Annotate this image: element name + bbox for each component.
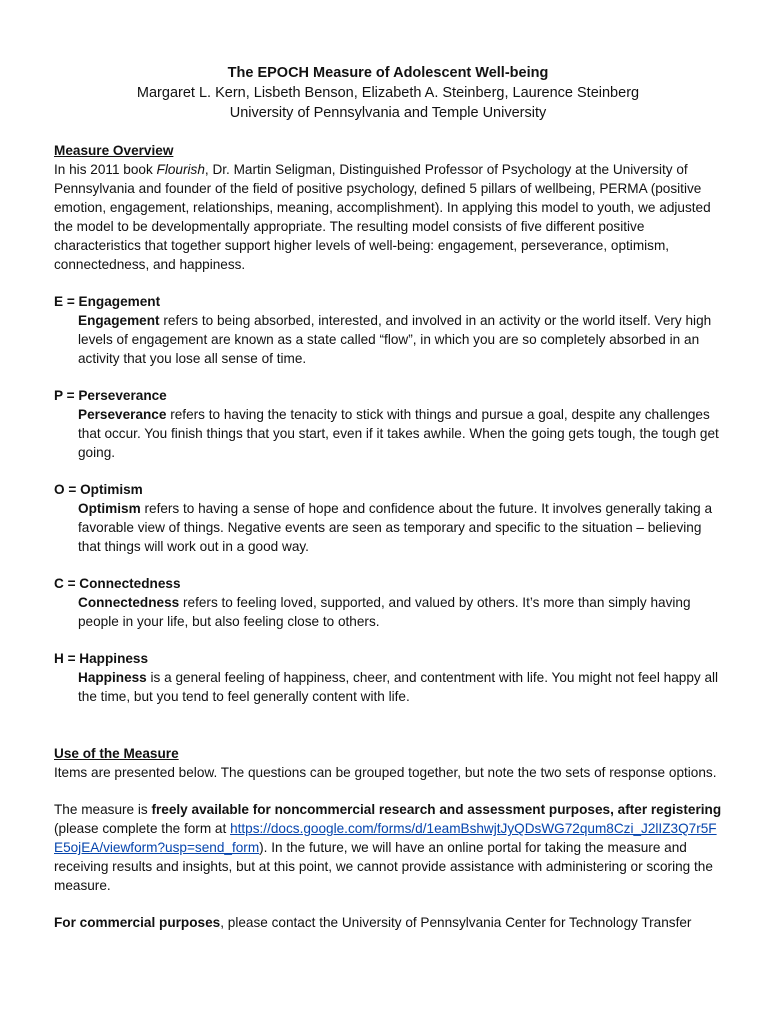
pillar-description: Engagement refers to being absorbed, interested, and involved in an activity or the world itself. Very high levels of engagement are known as a state called “flow”, in which you are so completely absorbed in an activity that you lose all sense of time. bbox=[78, 313, 712, 366]
pillar-heading: C = Connectedness bbox=[54, 576, 181, 591]
use-heading: Use of the Measure bbox=[54, 746, 179, 761]
pillar-perseverance bbox=[54, 386, 722, 462]
overview-paragraph: In his 2011 book Flourish, Dr. Martin Seligman, Distinguished Professor of Psychology at the University of Pennsylvania and founder of the field of positive psychology, defined 5 pillars of wellbeing, PERMA (positive emotion, engagement, relationships, meaning, accomplishment). In applying this model to youth, we adjusted the model to be developmentally appropriate. The resulting model consists of five different positive characteristics that together support higher levels of well-being: engagement, perseverance, optimism, connectedness, and happiness. bbox=[54, 162, 711, 272]
pillar-description: Happiness is a general feeling of happiness, cheer, and contentment with life. You might not feel happy all the time, but you tend to feel generally content with life. bbox=[78, 670, 719, 704]
pillar-happiness bbox=[54, 649, 722, 706]
pillar-description: Optimism refers to having a sense of hope and confidence about the future. It involves generally taking a favorable view of things. Negative events are seen as temporary and specific to the situation – believing that things will work out in a good way. bbox=[78, 501, 713, 554]
pillar-heading: O = Optimism bbox=[54, 482, 143, 497]
pillar-description: Perseverance refers to having the tenacity to stick with things and pursue a goal, despite any challenges that occur. You finish things that you start, even if it takes awhile. When the going gets tough, the tough get going. bbox=[78, 407, 719, 460]
pillar-heading: H = Happiness bbox=[54, 651, 149, 666]
use-paragraph-availability: The measure is freely available for noncommercial research and assessment purposes, after registering (please complete the form at https://docs.google.com/forms/d/1eamBshwjtJyQDsWG72qum8Czi_J2lIZ3Q7r5FE5ojEA/viewform?usp=send_form). In the future, we will have an online portal for taking the measure and receiving results and insights, but at this point, we cannot provide assistance with administering or scoring the measure. bbox=[54, 802, 722, 893]
document-title: The EPOCH Measure of Adolescent Well-being bbox=[227, 65, 549, 81]
pillar-engagement bbox=[54, 292, 722, 368]
use-paragraph-commercial: For commercial purposes, please contact the University of Pennsylvania Center for Technology Transfer bbox=[54, 915, 692, 930]
book-title: Flourish bbox=[156, 162, 205, 177]
document-page bbox=[54, 58, 722, 932]
overview-heading: Measure Overview bbox=[54, 143, 174, 158]
pillar-heading: E = Engagement bbox=[54, 294, 161, 309]
pillar-connectedness bbox=[54, 574, 722, 631]
registration-form-link[interactable]: https://docs.google.com/forms/d/1eamBshwjtJyQDsWG72qum8Czi_J2lIZ3Q7r5FE5ojEA/viewform?usp=send_form bbox=[54, 821, 717, 855]
pillar-heading: P = Perseverance bbox=[54, 388, 167, 403]
pillar-optimism bbox=[54, 480, 722, 556]
document-authors: Margaret L. Kern, Lisbeth Benson, Elizabeth A. Steinberg, Laurence Steinberg bbox=[136, 85, 640, 101]
document-affiliation: University of Pennsylvania and Temple University bbox=[229, 105, 547, 121]
document-header bbox=[54, 63, 722, 123]
pillar-description: Connectedness refers to feeling loved, supported, and valued by others. It’s more than simply having people in your life, but also feeling close to others. bbox=[78, 595, 691, 629]
use-paragraph-items: Items are presented below. The questions can be grouped together, but note the two sets of response options. bbox=[54, 765, 717, 780]
